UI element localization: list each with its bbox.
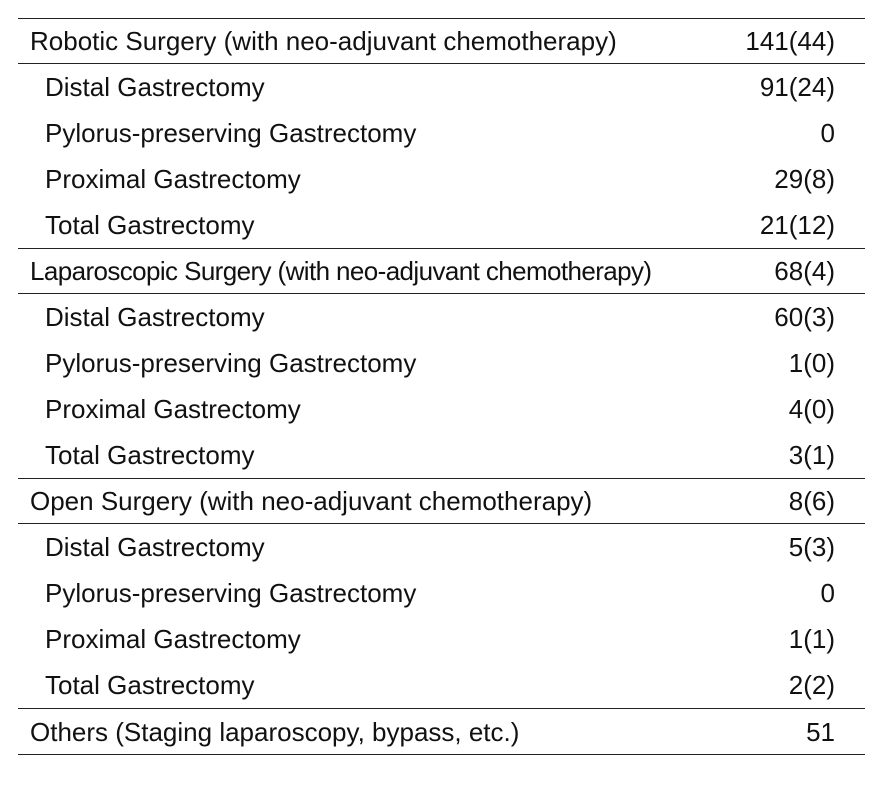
row-label: Proximal Gastrectomy [45,624,301,654]
group-header-total: 8(6) [788,486,835,516]
group-robotic-surgery [18,19,865,249]
table-row [18,340,865,386]
row-label: Pylorus-preserving Gastrectomy [45,578,417,608]
table-row [18,110,865,156]
row-label: Total Gastrectomy [45,440,255,470]
group-header-row [18,479,865,524]
row-label: Pylorus-preserving Gastrectomy [45,118,417,148]
table-row [18,386,865,432]
table-row [18,64,865,110]
row-label: Total Gastrectomy [45,210,255,240]
row-value: 21(12) [759,210,835,240]
row-label: Distal Gastrectomy [45,532,265,562]
group-header-total: 68(4) [774,256,835,286]
others-row [18,709,865,754]
table-row [18,616,865,662]
row-value: 1(1) [788,624,835,654]
table-row [18,202,865,248]
table-row [18,524,865,570]
group-header-row [18,249,865,294]
row-label: Pylorus-preserving Gastrectomy [45,348,417,378]
row-value: 91(24) [759,72,835,102]
row-label: Proximal Gastrectomy [45,394,301,424]
others-label: Others (Staging laparoscopy, bypass, etc.) [30,716,520,747]
row-value: 2(2) [788,670,835,700]
row-value: 3(1) [788,440,835,470]
table-row [18,432,865,478]
row-label: Distal Gastrectomy [45,72,265,102]
row-value: 4(0) [788,394,835,424]
row-value: 0 [820,578,835,608]
group-header-label: Laparoscopic Surgery (with neo-adjuvant chemotherapy) [30,256,652,286]
table-row [18,156,865,202]
row-label: Proximal Gastrectomy [45,164,301,194]
row-value: 60(3) [774,302,835,332]
group-header-label: Robotic Surgery (with neo-adjuvant chemotherapy) [30,26,617,56]
row-value: 0 [820,118,835,148]
row-label: Total Gastrectomy [45,670,255,700]
row-value: 5(3) [788,532,835,562]
group-header-row [18,19,865,64]
group-header-label: Open Surgery (with neo-adjuvant chemotherapy) [30,486,593,516]
row-label: Distal Gastrectomy [45,302,265,332]
table-row [18,294,865,340]
group-laparoscopic-surgery [18,249,865,479]
group-header-total: 141(44) [745,26,835,56]
group-open-surgery [18,479,865,709]
surgery-table [18,18,865,755]
table-row [18,570,865,616]
row-value: 1(0) [788,348,835,378]
others-value: 51 [806,716,835,747]
row-value: 29(8) [774,164,835,194]
table-row [18,662,865,708]
